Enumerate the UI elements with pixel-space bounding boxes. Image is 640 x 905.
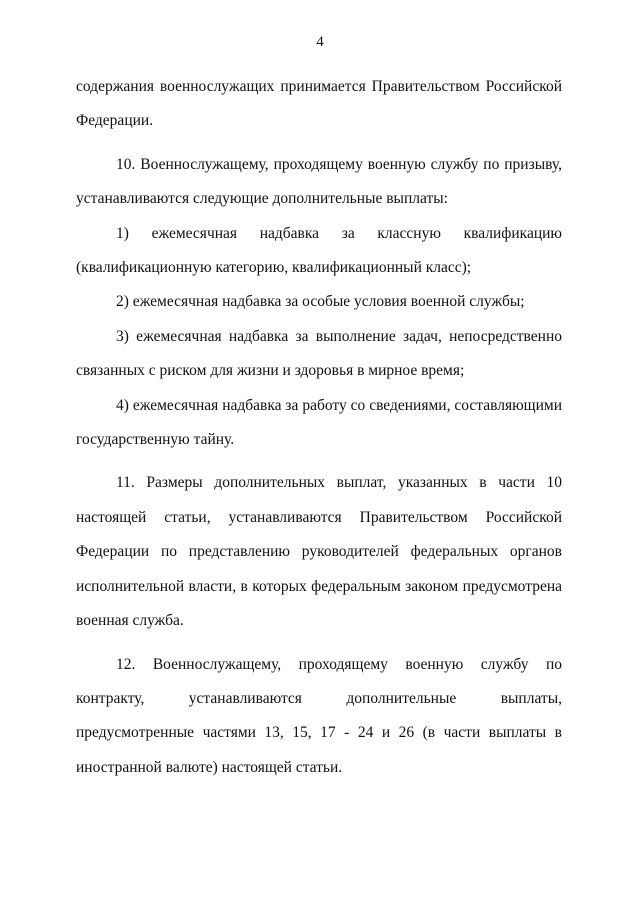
paragraph-continuation: содержания военнослужащих принимается Правительством Российской Федерации. bbox=[76, 78, 562, 130]
list-item-4: 4) ежемесячная надбавка за работу со сведениями, составляющими государственную тайну. bbox=[76, 396, 562, 449]
list-item-1: 1) ежемесячная надбавка за классную квалификацию (квалификационную категорию, квалификационный класс); bbox=[76, 224, 562, 277]
page-number: 4 bbox=[316, 34, 324, 50]
list-item-3: 3) ежемесячная надбавка за выполнение задач, непосредственно связанных с риском для жизни и здоровья в мирное время; bbox=[76, 327, 562, 380]
paragraph-item-10: 10. Военнослужащему, проходящему военную службу по призыву, устанавливаются следующие дополнительные выплаты: bbox=[76, 155, 562, 208]
list-item-2: 2) ежемесячная надбавка за особые условия военной службы; bbox=[116, 293, 525, 311]
paragraph-item-11: 11. Размеры дополнительных выплат, указанных в части 10 настоящей статьи, устанавливаются Правительством Российской Федерации по представлению руководителей федеральных органов исполнительной власти, в которых федеральным законом предусмотрена военная служба. bbox=[76, 474, 562, 630]
document-body bbox=[76, 70, 562, 785]
paragraph-item-12: 12. Военнослужащему, проходящему военную службу по контракту, устанавливаются дополнительные выплаты, предусмотренные частями 13, 15, 17 - 24 и 26 (в части выплаты в иностранной валюте) настоящей статьи. bbox=[76, 655, 562, 776]
